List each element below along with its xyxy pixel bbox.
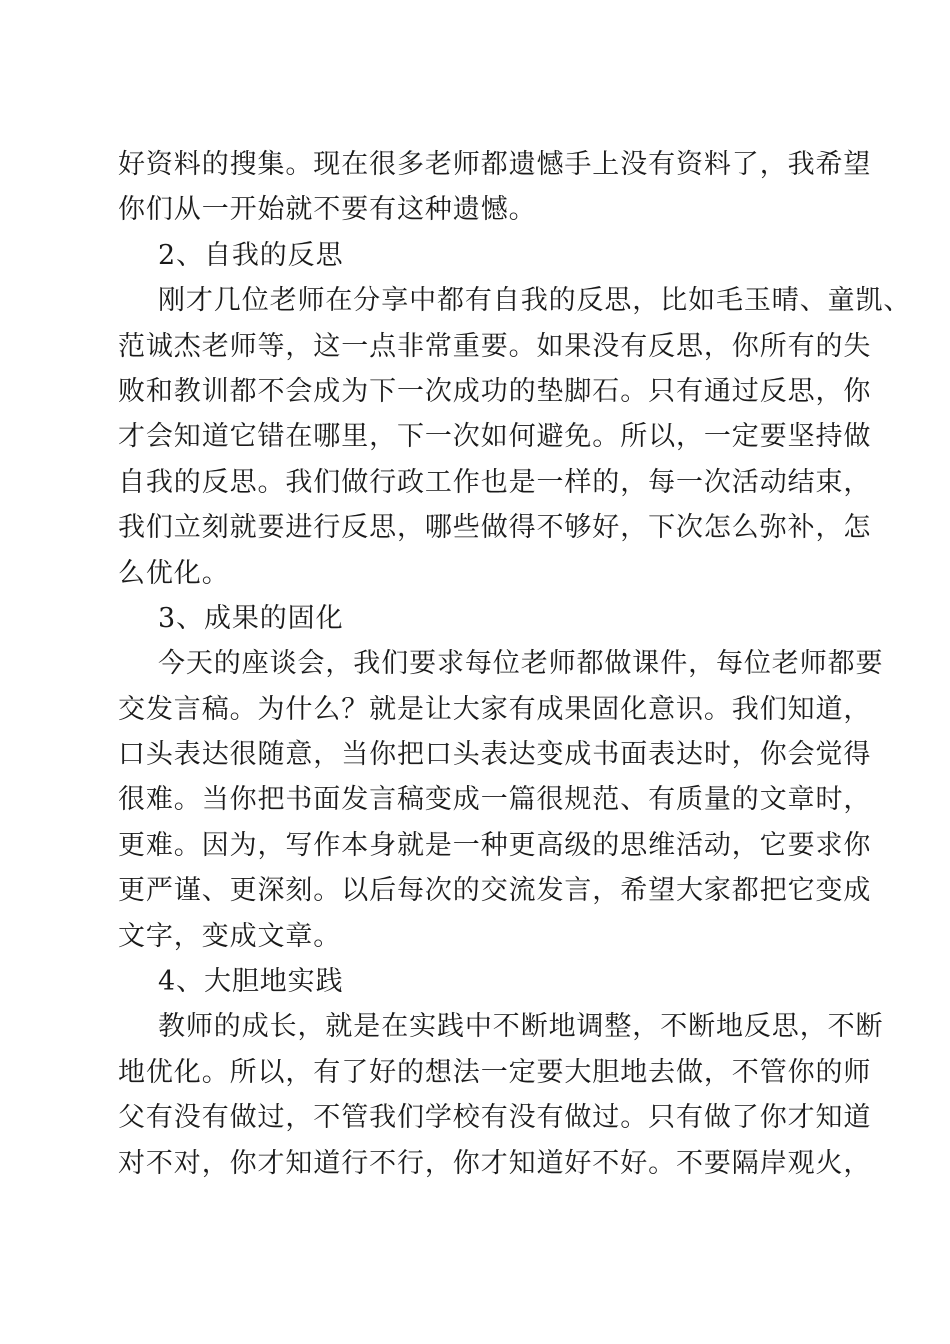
text-line: 败和教训都不会成为下一次成功的垫脚石。只有通过反思，你 — [118, 375, 872, 407]
text-line: 教师的成长，就是在实践中不断地调整，不断地反思，不断 — [158, 1011, 884, 1043]
document-body — [118, 142, 912, 1186]
text-line: 4、大胆地实践 — [158, 966, 344, 998]
text-line: 范诚杰老师等，这一点非常重要。如果没有反思，你所有的失 — [118, 330, 872, 362]
text-line: 文字，变成文章。 — [118, 920, 342, 952]
text-line: 我们立刻就要进行反思，哪些做得不够好，下次怎么弥补，怎 — [118, 512, 872, 544]
text-line: 2、自我的反思 — [158, 239, 344, 271]
text-line: 好资料的搜集。现在很多老师都遗憾手上没有资料了，我希望 — [118, 149, 872, 180]
text-line: 地优化。所以，有了好的想法一定要大胆地去做，不管你的师 — [118, 1056, 872, 1088]
text-line: 口头表达很随意，当你把口头表达变成书面表达时，你会觉得 — [118, 739, 872, 771]
text-line: 么优化。 — [118, 557, 230, 589]
text-line: 对不对，你才知道行不行，你才知道好不好。不要隔岸观火， — [118, 1147, 872, 1179]
text-line: 更难。因为，写作本身就是一种更高级的思维活动，它要求你 — [118, 829, 872, 861]
text-line: 你们从一开始就不要有这种遗憾。 — [118, 194, 537, 226]
text-line: 很难。当你把书面发言稿变成一篇很规范、有质量的文章时， — [118, 784, 872, 816]
text-line: 刚才几位老师在分享中都有自我的反思，比如毛玉晴、童凯、 — [158, 285, 912, 317]
text-line: 交发言稿。为什么？就是让大家有成果固化意识。我们知道， — [118, 693, 872, 725]
text-line: 今天的座谈会，我们要求每位老师都做课件，每位老师都要 — [158, 648, 884, 680]
text-line: 才会知道它错在哪里，下一次如何避免。所以，一定要坚持做 — [118, 421, 872, 453]
text-line: 自我的反思。我们做行政工作也是一样的，每一次活动结束， — [118, 466, 872, 498]
text-line: 父有没有做过，不管我们学校有没有做过。只有做了你才知道 — [118, 1102, 872, 1134]
text-line: 更严谨、更深刻。以后每次的交流发言，希望大家都把它变成 — [118, 875, 872, 907]
text-line: 3、成果的固化 — [158, 602, 344, 634]
